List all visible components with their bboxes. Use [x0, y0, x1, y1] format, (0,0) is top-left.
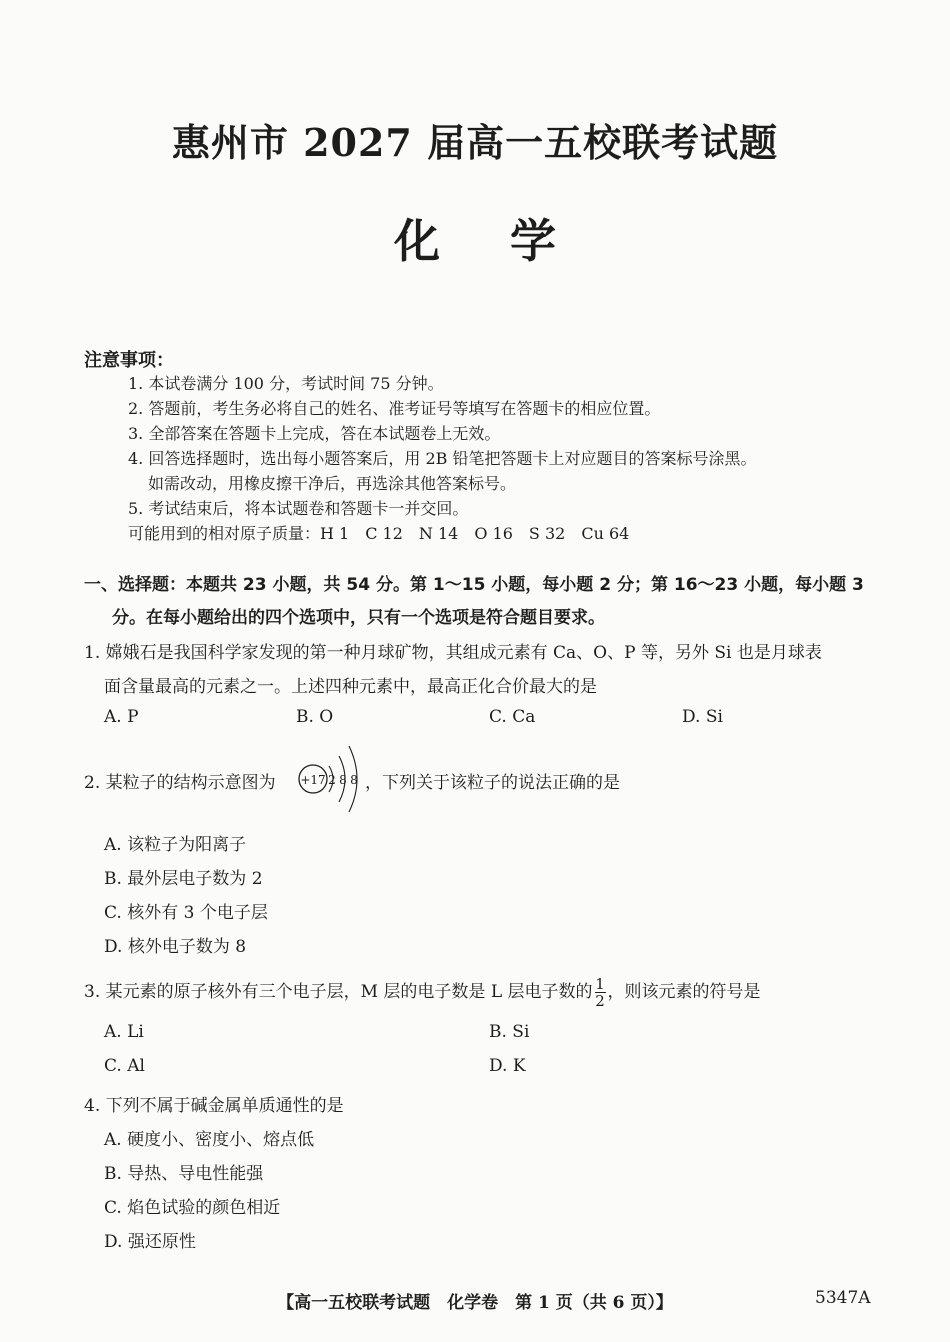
section-heading-line1: 一、选择题：本题共 23 小题，共 54 分。第 1～15 小题，每小题 2 分；第 16～23 小题，每小题 3: [84, 575, 864, 595]
q1-option-b: B. O: [296, 707, 334, 727]
q2-option-d: D. 核外电子数为 8: [104, 937, 247, 957]
atomic-structure-diagram: [296, 740, 364, 822]
paper-code: 5347A: [815, 1288, 871, 1308]
q3-option-c: C. Al: [104, 1056, 145, 1076]
shell-count-2: 8: [339, 773, 347, 787]
q3-stem-after: ，则该元素的符号是: [607, 982, 761, 1002]
shell-count-1: 2: [328, 773, 336, 787]
q3-fraction: [595, 976, 606, 1009]
q3-fraction-num: 1: [595, 975, 605, 993]
q3-option-a: A. Li: [104, 1022, 144, 1042]
shell-count-3: 8: [350, 773, 358, 787]
q1-option-c: C. Ca: [489, 707, 536, 727]
q2-stem-before: 2. 某粒子的结构示意图为: [84, 773, 276, 793]
q1-stem-line1: 1. 嫦娥石是我国科学家发现的第一种月球矿物，其组成元素有 Ca、O、P 等，另外 Si 也是月球表: [84, 643, 822, 663]
q4-stem: 4. 下列不属于碱金属单质通性的是: [84, 1096, 344, 1116]
q1-option-d: D. Si: [682, 707, 723, 727]
notice-heading: 注意事项：: [84, 350, 174, 371]
q4-option-a: A. 硬度小、密度小、熔点低: [104, 1130, 315, 1150]
q3-fraction-den: 2: [595, 992, 605, 1010]
q1-option-a: A. P: [104, 707, 139, 727]
subject-title: 化学: [394, 214, 626, 268]
notice-item-4: 4. 回答选择题时，选出每小题答案后，用 2B 铅笔把答题卡上对应题目的答案标号涂黑。: [128, 449, 757, 468]
notice-item-3: 3. 全部答案在答题卡上完成，答在本试题卷上无效。: [128, 424, 501, 443]
page-footer: 【高一五校联考试题 化学卷 第 1 页（共 6 页）】: [277, 1293, 673, 1313]
q2-option-c: C. 核外有 3 个电子层: [104, 903, 268, 923]
notice-item-5: 5. 考试结束后，将本试题卷和答题卡一并交回。: [128, 499, 469, 518]
q3-stem: [84, 976, 761, 1009]
q3-option-b: B. Si: [489, 1022, 530, 1042]
q3-option-d: D. K: [489, 1056, 526, 1076]
q4-option-c: C. 焰色试验的颜色相近: [104, 1198, 281, 1218]
exam-title: 惠州市 2027 届高一五校联考试题: [171, 120, 779, 165]
q2-option-a: A. 该粒子为阳离子: [104, 835, 247, 855]
notice-item-4-cont: 如需改动，用橡皮擦干净后，再选涂其他答案标号。: [148, 474, 517, 493]
notice-item-2: 2. 答题前，考生务必将自己的姓名、准考证号等填写在答题卡的相应位置。: [128, 399, 661, 418]
notice-item-1: 1. 本试卷满分 100 分，考试时间 75 分钟。: [128, 374, 444, 393]
nucleus-charge: +17: [300, 773, 326, 787]
q1-stem-line2: 面含量最高的元素之一。上述四种元素中，最高正化合价最大的是: [104, 677, 597, 697]
q4-option-d: D. 强还原性: [104, 1232, 196, 1252]
section-heading-line2: 分。在每小题给出的四个选项中，只有一个选项是符合题目要求。: [112, 608, 605, 628]
q3-stem-before: 3. 某元素的原子核外有三个电子层，M 层的电子数是 L 层电子数的: [84, 982, 593, 1002]
q4-option-b: B. 导热、导电性能强: [104, 1164, 264, 1184]
atomic-masses: 可能用到的相对原子质量：H 1 C 12 N 14 O 16 S 32 Cu 64: [128, 524, 630, 543]
q2-option-b: B. 最外层电子数为 2: [104, 869, 263, 889]
q2-stem-after: ，下列关于该粒子的说法正确的是: [365, 773, 620, 793]
